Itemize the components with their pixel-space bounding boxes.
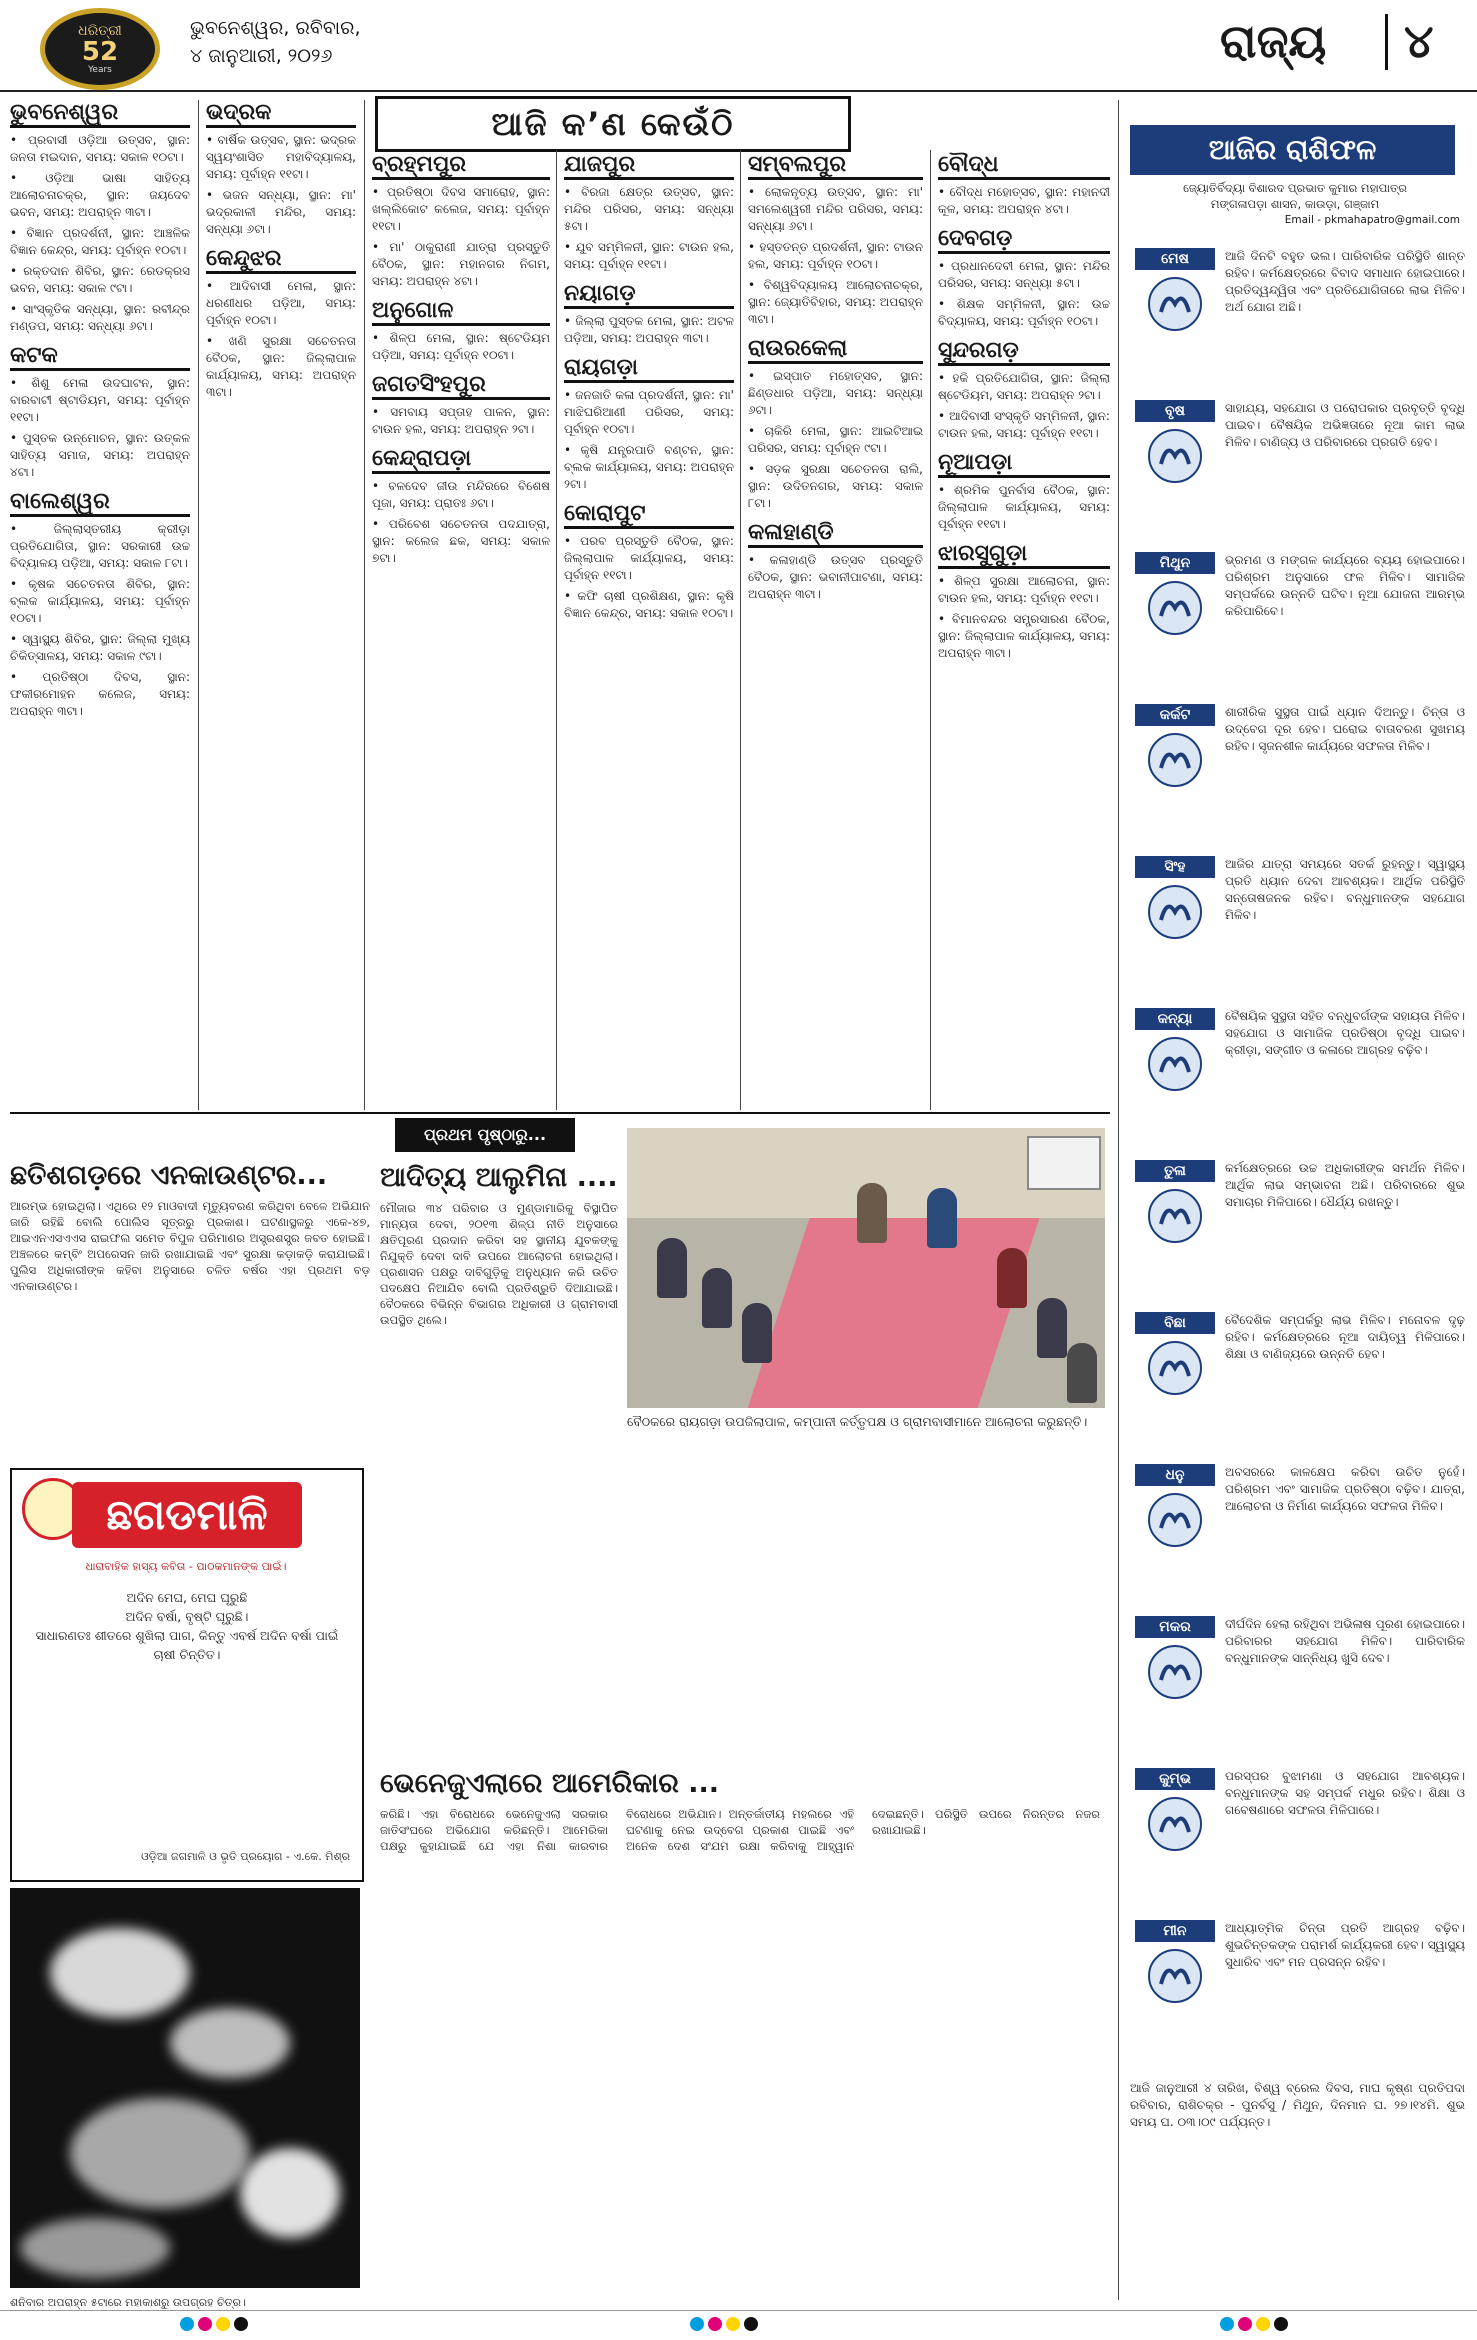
sign-prediction: ଆଜିର ଯାତ୍ରା ସମୟରେ ସତର୍କ ରୁହନ୍ତୁ। ସ୍ୱାସ୍ଥ୍ୟ ପ୍ରତି ଧ୍ୟାନ ଦେବା ଆବଶ୍ୟକ। ଆର୍ଥିକ ପରିସ୍ଥିତି ସନ୍ତୋଷଜନକ ରହିବ। ବନ୍ଧୁମାନଙ୍କ ସହଯୋଗ ମିଳିବ। — [1225, 857, 1465, 922]
city-heading: କଳାହାଣ୍ଡି — [748, 520, 923, 548]
event-item: • ଚାକିରି ମେଳା, ସ୍ଥାନ: ଆଇଟିଆଇ ପରିସର, ସମୟ: ପୂର୍ବାହ୍ନ ୯ଟା। — [748, 423, 923, 457]
event-item: • ଶ୍ରମିକ ପୁନର୍ବାସ ବୈଠକ, ସ୍ଥାନ: ଜିଲ୍ଲାପାଳ କାର୍ଯ୍ୟାଳୟ, ସମୟ: ପୂର୍ବାହ୍ନ ୧୧ଟା। — [938, 482, 1110, 533]
yellow-mark — [216, 2317, 230, 2331]
event-item: • ବିଜ୍ଞାନ ପ୍ରଦର୍ଶନୀ, ସ୍ଥାନ: ଆଞ୍ଚଳିକ ବିଜ୍ଞାନ କେନ୍ଦ୍ର, ସମୟ: ପୂର୍ବାହ୍ନ ୧୦ଟା। — [10, 225, 190, 259]
event-item: • ଓଡ଼ିଆ ଭାଷା ସାହିତ୍ୟ ଆଲୋଚନାଚକ୍ର, ସ୍ଥାନ: ଜୟଦେବ ଭବନ, ସମୟ: ଅପରାହ୍ନ ୩ଟା। — [10, 170, 190, 221]
dateline — [190, 14, 361, 70]
city-heading: ସମ୍ବଲପୁର — [748, 152, 923, 180]
event-item: • ହକି ପ୍ରତିଯୋଗିତା, ସ୍ଥାନ: ଜିଲ୍ଲା ଷ୍ଟେଡିୟମ, ସମୟ: ଅପରାହ୍ନ ୨ଟା। — [938, 370, 1110, 404]
city-heading: ନୟାଗଡ଼ — [564, 281, 734, 309]
cyan-mark — [180, 2317, 194, 2331]
comic-title: ଛଗଡମାଳି — [72, 1482, 302, 1548]
cloud-shape — [170, 2008, 290, 2078]
horoscope-title: ଆଜିର ରାଶିଫଳ — [1130, 125, 1455, 175]
logo-number: 52 — [81, 37, 119, 67]
sign-name: ଧନୁ — [1135, 1464, 1215, 1486]
event-item: • ରକ୍ତଦାନ ଶିବିର, ସ୍ଥାନ: ରେଡକ୍ରସ ଭବନ, ସମୟ: ସକାଳ ୯ଟା। — [10, 263, 190, 297]
satellite-caption: ଶନିବାର ଅପରାହ୍ନ ୫ଟାରେ ମହାକାଶରୁ ଉପଗ୍ରହ ଚିତ୍ର। — [10, 2296, 246, 2309]
cloud-shape — [50, 1928, 190, 2018]
event-item: • କଳାହାଣ୍ଡି ଉତ୍ସବ ପ୍ରସ୍ତୁତି ବୈଠକ, ସ୍ଥାନ: ଭବାନୀପାଟଣା, ସମୟ: ଅପରାହ୍ନ ୩ଟା। — [748, 552, 923, 603]
masthead — [0, 0, 1477, 92]
event-item: • ପରବ ପ୍ରସ୍ତୁତି ବୈଠକ, ସ୍ଥାନ: ଜିଲ୍ଲାପାଳ କାର୍ଯ୍ୟାଳୟ, ସମୟ: ପୂର୍ବାହ୍ନ ୧୧ଟା। — [564, 533, 734, 584]
magenta-mark — [1238, 2317, 1252, 2331]
event-item: • ଇସ୍ପାତ ମହୋତ୍ସବ, ସ୍ଥାନ: ଛିଣ୍ଡଧାର ପଡ଼ିଆ, ସମୟ: ସନ୍ଧ୍ୟା ୬ଟା। — [748, 368, 923, 419]
today-banner: ଆଜି କ’ଣ କେଉଁଠି — [375, 96, 851, 152]
sign-name: ମିଥୁନ — [1135, 552, 1215, 574]
photo-person — [742, 1303, 772, 1363]
city-heading: ନୂଆପଡ଼ା — [938, 450, 1110, 478]
event-item: • ବୌଦ୍ଧ ମହୋତ୍ସବ, ସ୍ଥାନ: ମହାନଦୀ କୂଳ, ସମୟ: ଅପରାହ୍ନ ୪ଟା। — [938, 184, 1110, 218]
city-heading: ଭୁବନେଶ୍ୱର — [10, 100, 190, 128]
today-column-5 — [748, 152, 923, 607]
photo-person — [657, 1238, 687, 1298]
event-item: • ଶିଳ୍ପ ମେଳା, ସ୍ଥାନ: ଷ୍ଟେଡିୟମ ପଡ଼ିଆ, ସମୟ: ପୂର୍ବାହ୍ନ ୧୦ଟା। — [372, 330, 550, 364]
sign-name: ମେଷ — [1135, 248, 1215, 270]
city-heading: କୋରାପୁଟ — [564, 501, 734, 529]
photo-table — [745, 1218, 1040, 1408]
section-divider — [10, 1112, 1110, 1114]
event-item: • ପ୍ରତିଷ୍ଠା ଦିବସ ସମାରୋହ, ସ୍ଥାନ: ଖଲ୍ଲିକୋଟ କଲେଜ, ସମୟ: ପୂର୍ବାହ୍ନ ୧୧ଟା। — [372, 184, 550, 235]
event-item: • ଲୋକନୃତ୍ୟ ଉତ୍ସବ, ସ୍ଥାନ: ମା' ସମଲେଶ୍ୱରୀ ମନ୍ଦିର ପରିସର, ସମୟ: ସନ୍ଧ୍ୟା ୬ଟା। — [748, 184, 923, 235]
astrologer-name: ଜ୍ୟୋତିର୍ବିଦ୍ୟା ବିଶାରଦ ପ୍ରଭାତ କୁମାର ମହାପାତ୍ର — [1183, 181, 1407, 195]
event-item: • ସଡ଼କ ସୁରକ୍ଷା ସଚେତନତା ରାଲି, ସ୍ଥାନ: ଉଦିତନଗର, ସମୟ: ସକାଳ ୮ଟା। — [748, 461, 923, 512]
sign-prediction: ଅବସରରେ କାଳକ୍ଷେପ କରିବା ଉଚିତ ନୁହେଁ। ପରିଶ୍ରମ ଏବଂ ସାମାଜିକ ପ୍ରତିଷ୍ଠା ବଢ଼ିବ। ଯାତ୍ରା, ଆଲୋଚନା ଓ ନିର୍ମାଣ କାର୍ଯ୍ୟରେ ସଫଳତା ମିଳିବ। — [1225, 1465, 1465, 1513]
sign-prediction: କର୍ମକ୍ଷେତ୍ରରେ ଉଚ୍ଚ ଅଧିକାରୀଙ୍କ ସମର୍ଥନ ମିଳିବ। ଆର୍ଥିକ ଲାଭ ସମ୍ଭାବନା ଅଛି। ପରିବାରରେ ଶୁଭ ସମାଚାର ମିଳିପାରେ। ଧୈର୍ଯ୍ୟ ରଖନ୍ତୁ। — [1225, 1161, 1465, 1209]
astrologer-address: ମଙ୍ଗଳାପଡ଼ା ଶାସନ, କାଉଡ଼ା, ଗଞ୍ଜାମ — [1210, 197, 1380, 211]
taurus-icon — [1147, 428, 1203, 484]
event-item: • କୃଷକ ସଚେତନତା ଶିବିର, ସ୍ଥାନ: ବ୍ଲକ କାର୍ଯ୍ୟାଳୟ, ସମୟ: ପୂର୍ବାହ୍ନ ୧୦ଟା। — [10, 576, 190, 627]
story-title: ଆଦିତ୍ୟ ଆଲୁମିନା .... — [380, 1162, 618, 1193]
story-body: ଆରମ୍ଭ ହୋଇଥିଲା। ଏଥିରେ ୧୨ ମାଓବାଦୀ ମୃତ୍ୟୁବରଣ କରିଥିବା ବେଳେ ଅଭିଯାନ ଜାରି ରହିଛି ବୋଲି ପୋଲିସ ସୂତ୍ରରୁ ପ୍ରକାଶ। ଘଟଣାସ୍ଥଳରୁ ଏକେ-୪୭, ଆଇଏନଏସଏଏସ ରାଇଫଲ ସମେତ ବିପୁଳ ପରିମାଣର ଅସ୍ତ୍ରଶସ୍ତ୍ର ଜବତ ହୋଇଛି। ଅଞ୍ଚଳରେ କମ୍ବିଂ ଅପରେସନ ଜାରି ରଖାଯାଇଛି ଏବଂ ସୁରକ୍ଷା କଡ଼ାକଡ଼ି କରାଯାଇଛି। ପୁଲିସ ଅଧିକାରୀଙ୍କ କହିବା ଅନୁସାରେ ଚଳିତ ବର୍ଷର ଏହା ପ୍ରଥମ ବଡ଼ ଏନକାଉଣ୍ଟର। — [10, 1199, 370, 1293]
sign-prediction: ସାହାଯ୍ୟ, ସହଯୋଗ ଓ ପରୋପକାର ପ୍ରବୃତ୍ତି ବୃଦ୍ଧି ପାଇବ। ବୈଷୟିକ ଅଭିଜ୍ଞତାରେ ନୂଆ କାମ ଲାଭ ମିଳିବ। ବାଣିଜ୍ୟ ଓ ପରିବାରରେ ପ୍ରଗତି ହେବ। — [1225, 401, 1465, 449]
sign-name: ସିଂହ — [1135, 856, 1215, 878]
event-item: • ସମବାୟ ସପ୍ତାହ ପାଳନ, ସ୍ଥାନ: ଟାଉନ ହଲ, ସମୟ: ଅପରାହ୍ନ ୨ଟା। — [372, 404, 550, 438]
event-item: • ବାର୍ଷିକ ଉତ୍ସବ, ସ୍ଥାନ: ଭଦ୍ରକ ସ୍ୱୟଂଶାସିତ ମହାବିଦ୍ୟାଳୟ, ସମୟ: ପୂର୍ବାହ୍ନ ୧୧ଟା। — [206, 132, 356, 183]
photo-person — [1067, 1343, 1097, 1403]
event-item: • ଶିଶୁ ମେଳା ଉଦଘାଟନ, ସ୍ଥାନ: ବାରବାଟୀ ଷ୍ଟାଡିୟମ, ସମୟ: ପୂର୍ବାହ୍ନ ୧୧ଟା। — [10, 375, 190, 426]
sign-name: ମକର — [1135, 1616, 1215, 1638]
magenta-mark — [198, 2317, 212, 2331]
cancer-icon — [1147, 732, 1203, 788]
sign-prediction: ବୈଷୟିକ ସୁସ୍ଥତା ସହିତ ବନ୍ଧୁବର୍ଗଙ୍କ ସହାୟତା ମିଳିବ। ସହଯୋଗ ଓ ସାମାଜିକ ପ୍ରତିଷ୍ଠା ବୃଦ୍ଧି ପାଇବ। କ୍ରୀଡ଼ା, ସଙ୍ଗୀତ ଓ କଳାରେ ଆଗ୍ରହ ବଢ଼ିବ। — [1225, 1009, 1465, 1057]
event-item: • ଯୁବ ସମ୍ମିଳନୀ, ସ୍ଥାନ: ଟାଉନ ହଲ, ସମୟ: ପୂର୍ବାହ୍ନ ୧୧ଟା। — [564, 239, 734, 273]
comic-credit: ଓଡ଼ିଆ ଜଗମାଳି ଓ ଭୃତି ପ୍ରୟୋଗ - ଏ.କେ. ମିଶ୍ର — [141, 1850, 350, 1863]
event-item: • ଆଦିବାସୀ ମେଳା, ସ୍ଥାନ: ଧରଣୀଧର ପଡ଼ିଆ, ସମୟ: ପୂର୍ବାହ୍ନ ୧୦ଟା। — [206, 278, 356, 329]
story-body: ମୌଜାର ୩୪ ପରିବାର ଓ ମୁଣ୍ଡାମାରିକୁ ବିସ୍ଥାପିତ ମାନ୍ୟତା ଦେବା, ୨୦୧୩ ଶିଳ୍ପ ନୀତି ଅନୁସାରେ କ୍ଷତିପୂରଣ ପ୍ରଦାନ କରିବା ସହ ସ୍ଥାନୀୟ ଯୁବକଙ୍କୁ ନିଯୁକ୍ତି ଦେବା ଦାବି ଉପରେ ଆଲୋଚନା ହୋଇଥିଲା। ପ୍ରଶାସନ ପକ୍ଷରୁ ଦାବିଗୁଡ଼ିକୁ ଅନୁଧ୍ୟାନ କରି ଉଚିତ ପଦକ୍ଷେପ ନିଆଯିବ ବୋଲି ପ୍ରତିଶ୍ରୁତି ଦିଆଯାଇଛି। ବୈଠକରେ ବିଭିନ୍ନ ବିଭାଗର ଅଧିକାରୀ ଓ ଗ୍ରାମବାସୀ ଉପସ୍ଥିତ ଥିଲେ। — [380, 1201, 618, 1327]
event-item: • ପରିବେଶ ସଚେତନତା ପଦଯାତ୍ରା, ସ୍ଥାନ: କଲେଜ ଛକ, ସମୟ: ସକାଳ ୭ଟା। — [372, 516, 550, 567]
astrologer-email: Email - pkmahapatro@gmail.com — [1284, 214, 1460, 226]
today-column-6 — [938, 152, 1110, 666]
comic-verse: ଅଦିନ ମେଘ, ମେଘ ଘୂରୁଛି ଅଦିନ ବର୍ଷା, ବୃଷ୍ଟି ଘୂରୁଛି। ସାଧାରଣତଃ ଶୀତରେ ଶୁଖିଲା ପାଗ, କିନ୍ତୁ ଏବର୍ଷ ଅଦିନ ବର୍ଷା ପାଇଁ ଚାଷୀ ଚିନ୍ତିତ। — [35, 1590, 339, 1662]
event-item: • କଫି ଚାଷୀ ପ୍ରଶିକ୍ଷଣ, ସ୍ଥାନ: କୃଷି ବିଜ୍ଞାନ କେନ୍ଦ୍ର, ସମୟ: ସକାଳ ୧୦ଟା। — [564, 588, 734, 622]
event-item: • ଜନଜାତି କଳା ପ୍ରଦର୍ଶନୀ, ସ୍ଥାନ: ମା' ମାଝିଘରିଆଣୀ ପରିସର, ସମୟ: ପୂର୍ବାହ୍ନ ୧୦ଟା। — [564, 387, 734, 438]
story-title: ଭେନେଜୁଏଲାରେ ଆମେରିକାର ... — [380, 1768, 719, 1799]
cloud-shape — [240, 2148, 340, 2238]
event-item: • ଭଜନ ସନ୍ଧ୍ୟା, ସ୍ଥାନ: ମା' ଭଦ୍ରକାଳୀ ମନ୍ଦିର, ସମୟ: ସନ୍ଧ୍ୟା ୬ଟା। — [206, 187, 356, 238]
sign-name: କନ୍ୟା — [1135, 1008, 1215, 1030]
event-item: • ସ୍ୱାସ୍ଥ୍ୟ ଶିବିର, ସ୍ଥାନ: ଜିଲ୍ଲା ମୁଖ୍ୟ ଚିକିତ୍ସାଳୟ, ସମୟ: ସକାଳ ୯ଟା। — [10, 631, 190, 665]
virgo-icon — [1147, 1036, 1203, 1092]
event-item: • ପ୍ରବାସୀ ଓଡ଼ିଆ ଉତ୍ସବ, ସ୍ଥାନ: ଜନତା ମଇଦାନ, ସମୟ: ସକାଳ ୧୦ଟା। — [10, 132, 190, 166]
column-rule — [364, 100, 365, 1110]
event-item: • ଖଣି ସୁରକ୍ଷା ସଚେତନତା ବୈଠକ, ସ୍ଥାନ: ଜିଲ୍ଲାପାଳ କାର୍ଯ୍ୟାଳୟ, ସମୟ: ଅପରାହ୍ନ ୩ଟା। — [206, 333, 356, 401]
event-item: • ବିମାନବନ୍ଦର ସମ୍ପ୍ରସାରଣ ବୈଠକ, ସ୍ଥାନ: ଜିଲ୍ଲାପାଳ କାର୍ଯ୍ୟାଳୟ, ସମୟ: ଅପରାହ୍ନ ୩ଟା। — [938, 611, 1110, 662]
event-item: • ବଳଦେବ ଜୀଉ ମନ୍ଦିରରେ ବିଶେଷ ପୂଜା, ସମୟ: ପ୍ରାତଃ ୬ଟା। — [372, 478, 550, 512]
comic-intro: ଧାରାବାହିକ ହାସ୍ୟ କବିତା - ପାଠକମାନଙ୍କ ପାଇଁ। — [85, 1560, 287, 1573]
horoscope-sign — [1135, 1008, 1215, 1098]
event-item: • ଜିଲ୍ଲାସ୍ତରୀୟ କ୍ରୀଡ଼ା ପ୍ରତିଯୋଗିତା, ସ୍ଥାନ: ସରକାରୀ ଉଚ୍ଚ ବିଦ୍ୟାଳୟ ପଡ଼ିଆ, ସମୟ: ସକାଳ ୮ଟା। — [10, 521, 190, 572]
horoscope-sign — [1135, 1464, 1215, 1554]
city-heading: ବୌଦ୍ଧ — [938, 152, 1110, 180]
yellow-mark — [726, 2317, 740, 2331]
photo-person — [997, 1248, 1027, 1308]
capricorn-icon — [1147, 1644, 1203, 1700]
column-rule — [930, 150, 931, 1110]
column-rule — [1118, 100, 1119, 2300]
column-rule — [556, 150, 557, 1110]
leo-icon — [1147, 884, 1203, 940]
sign-name: ମୀନ — [1135, 1920, 1215, 1942]
city-heading: ଯାଜପୁର — [564, 152, 734, 180]
scorpio-icon — [1147, 1340, 1203, 1396]
logo-brand: ଧରିତ୍ରୀ — [78, 23, 122, 39]
sign-name: ବିଛା — [1135, 1312, 1215, 1334]
black-mark — [744, 2317, 758, 2331]
story-body: କରିଛି। ଏହା ବିରୋଧରେ ଭେନେଜୁଏଲା ସରକାର ଜାତିସଂଘରେ ଅଭିଯୋଗ କରିଛନ୍ତି। ଆମେରିକା ପକ୍ଷରୁ କୁହାଯାଇଛି ଯେ ଏହା ନିଶା କାରବାର ବିରୋଧରେ ଅଭିଯାନ। ଅନ୍ତର୍ଜାତୀୟ ମହଲରେ ଏହି ଘଟଣାକୁ ନେଇ ଉଦ୍ବେଗ ପ୍ରକାଶ ପାଇଛି ଏବଂ ଅନେକ ଦେଶ ସଂଯମ ରକ୍ଷା କରିବାକୁ ଆହ୍ୱାନ ଦେଇଛନ୍ତି। ପରିସ୍ଥିତି ଉପରେ ନିରନ୍ତର ନଜର ରଖାଯାଇଛି। — [380, 1807, 1100, 1853]
event-item: • ଜିଲ୍ଲା ପୁସ୍ତକ ମେଳା, ସ୍ଥାନ: ଅଟଳ ପଡ଼ିଆ, ସମୟ: ଅପରାହ୍ନ ୩ଟା। — [564, 313, 734, 347]
event-item: • ଶିକ୍ଷକ ସମ୍ମିଳନୀ, ସ୍ଥାନ: ଉଚ୍ଚ ବିଦ୍ୟାଳୟ, ସମୟ: ପୂର୍ବାହ୍ନ ୧୦ଟା। — [938, 296, 1110, 330]
story-title: ଛତିଶଗଡ଼ରେ ଏନକାଉଣ୍ଟର... — [10, 1160, 328, 1191]
today-column-4 — [564, 152, 734, 626]
magenta-mark — [708, 2317, 722, 2331]
event-item: • ପ୍ରଧାନଦେବୀ ମେଳା, ସ୍ଥାନ: ମନ୍ଦିର ପରିସର, ସମୟ: ସନ୍ଧ୍ୟା ୫ଟା। — [938, 258, 1110, 292]
libra-icon — [1147, 1188, 1203, 1244]
city-heading: ଦେବଗଡ଼ — [938, 226, 1110, 254]
city-heading: ବାଲେଶ୍ୱର — [10, 489, 190, 517]
date-line-1: ଭୁବନେଶ୍ୱର, ରବିବାର, — [190, 17, 361, 39]
comic-box — [10, 1468, 364, 1882]
sign-prediction: ଆଜି ଦିନଟି ବହୁତ ଭଲ। ପାରିବାରିକ ପରିସ୍ଥିତି ଶାନ୍ତ ରହିବ। କର୍ମକ୍ଷେତ୍ରରେ ବିବାଦ ସମାଧାନ ହୋଇପାରେ। ପ୍ରତିଦ୍ୱନ୍ଦ୍ୱିତା ଏବଂ ପ୍ରତିଯୋଗିତାରେ ଲାଭ ମିଳିବ। ଅର୍ଥ ଯୋଗ ଅଛି। — [1225, 249, 1465, 314]
city-heading: ରାଉରକେଲା — [748, 336, 923, 364]
event-item: • କୃଷି ଯନ୍ତ୍ରପାତି ବଣ୍ଟନ, ସ୍ଥାନ: ବ୍ଲକ କାର୍ଯ୍ୟାଳୟ, ସମୟ: ଅପରାହ୍ନ ୨ଟା। — [564, 442, 734, 493]
gemini-icon — [1147, 580, 1203, 636]
event-item: • ଆଦିବାସୀ ସଂସ୍କୃତି ସମ୍ମିଳନୀ, ସ୍ଥାନ: ଟାଉନ ହଲ, ସମୟ: ପୂର୍ବାହ୍ନ ୧୧ଟା। — [938, 408, 1110, 442]
event-item: • ମା' ଠାକୁରାଣୀ ଯାତ୍ରା ପ୍ରସ୍ତୁତି ବୈଠକ, ସ୍ଥାନ: ମହାନଗର ନିଗମ, ସମୟ: ଅପରାହ୍ନ ୪ଟା। — [372, 239, 550, 290]
event-item: • ହସ୍ତତନ୍ତ ପ୍ରଦର୍ଶନୀ, ସ୍ଥାନ: ଟାଉନ ହଲ, ସମୟ: ପୂର୍ବାହ୍ନ ୧୦ଟା। — [748, 239, 923, 273]
event-item: • ଶିଳ୍ପ ସୁରକ୍ଷା ଆଲୋଚନା, ସ୍ଥାନ: ଟାଉନ ହଲ, ସମୟ: ପୂର୍ବାହ୍ନ ୧୧ଟା। — [938, 573, 1110, 607]
city-heading: ଜଗତସିଂହପୁର — [372, 372, 550, 400]
photo-board — [1027, 1136, 1101, 1190]
event-item: • ପ୍ରତିଷ୍ଠା ଦିବସ, ସ୍ଥାନ: ଫକୀରମୋହନ କଲେଜ, ସମୟ: ଅପରାହ୍ନ ୩ଟା। — [10, 669, 190, 720]
horoscope-sign — [1135, 856, 1215, 946]
city-heading: ସୁନ୍ଦରଗଡ଼ — [938, 338, 1110, 366]
horoscope-sign — [1135, 248, 1215, 338]
logo-years: Years — [88, 65, 112, 75]
meeting-photo — [627, 1128, 1105, 1408]
sign-prediction: ଆଧ୍ୟାତ୍ମିକ ଚିନ୍ତା ପ୍ରତି ଆଗ୍ରହ ବଢ଼ିବ। ଶୁଭଚିନ୍ତକଙ୍କ ପରାମର୍ଶ କାର୍ଯ୍ୟକରୀ ହେବ। ସ୍ୱାସ୍ଥ୍ୟ ସୁଧାରିବ ଏବଂ ମନ ପ୍ରସନ୍ନ ରହିବ। — [1225, 1921, 1465, 1969]
horoscope-sign — [1135, 1920, 1215, 2010]
page-number: ୪ — [1385, 14, 1434, 70]
horoscope-sign — [1135, 552, 1215, 642]
from-first-page-tab: ପ୍ରଥମ ପୃଷ୍ଠାରୁ... — [395, 1118, 575, 1152]
panjika-text: ଆଜି ଜାନୁଆରୀ ୪ ତାରିଖ, ବିଶ୍ୱ ବ୍ରେଲ ଦିବସ, ମାଘ କୃଷ୍ଣ ପ୍ରତିପଦା ରବିବାର, ରାଶିଚକ୍ର - ପୁନର୍ବସୁ / ମିଥୁନ, ଦିନମାନ ଘ. ୨୭।୧୪ମି. ଶୁଭ ସମୟ ଘ. ୦୩।୦୯ ପର୍ଯ୍ୟନ୍ତ। — [1130, 2081, 1465, 2129]
photo-person — [1037, 1298, 1067, 1358]
event-item: • ବିରଜା କ୍ଷେତ୍ର ଉତ୍ସବ, ସ୍ଥାନ: ମନ୍ଦିର ପରିସର, ସମୟ: ସନ୍ଧ୍ୟା ୫ଟା। — [564, 184, 734, 235]
photo-person — [702, 1268, 732, 1328]
event-item: • ସାଂସ୍କୃତିକ ସନ୍ଧ୍ୟା, ସ୍ଥାନ: ରବୀନ୍ଦ୍ର ମଣ୍ଡପ, ସମୟ: ସନ୍ଧ୍ୟା ୬ଟା। — [10, 301, 190, 335]
horoscope-sign — [1135, 704, 1215, 794]
city-heading: ବ୍ରହ୍ମପୁର — [372, 152, 550, 180]
black-mark — [1274, 2317, 1288, 2331]
city-heading: ରାୟଗଡ଼ା — [564, 355, 734, 383]
city-heading: କେନ୍ଦ୍ରାପଡ଼ା — [372, 446, 550, 474]
horoscope-sign — [1135, 1160, 1215, 1250]
date-line-2: ୪ ଜାନୁଆରୀ, ୨୦୨୬ — [190, 45, 333, 67]
event-item: • ବିଶ୍ୱବିଦ୍ୟାଳୟ ଆଲୋଚନାଚକ୍ର, ସ୍ଥାନ: ଜ୍ୟୋତିବିହାର, ସମୟ: ଅପରାହ୍ନ ୩ଟା। — [748, 277, 923, 328]
sign-prediction: ପରସ୍ପର ବୁଝାମଣା ଓ ସହଯୋଗ ଆବଶ୍ୟକ। ବନ୍ଧୁମାନଙ୍କ ସହ ସମ୍ପର୍କ ମଧୁର ରହିବ। ଶିକ୍ଷା ଓ ଗବେଷଣାରେ ସଫଳତା ମିଳିପାରେ। — [1225, 1769, 1465, 1817]
yellow-mark — [1256, 2317, 1270, 2331]
cloud-shape — [70, 2098, 250, 2208]
sign-name: ବୃଷ — [1135, 400, 1215, 422]
city-heading: ଭଦ୍ରକ — [206, 100, 356, 128]
sign-name: କୁମ୍ଭ — [1135, 1768, 1215, 1790]
cyan-mark — [690, 2317, 704, 2331]
city-heading: ଅନୁଗୋଳ — [372, 298, 550, 326]
horoscope-sign — [1135, 1768, 1215, 1858]
astrologer-credit — [1130, 180, 1460, 228]
aries-icon — [1147, 276, 1203, 332]
sagittarius-icon — [1147, 1492, 1203, 1548]
photo-person — [857, 1183, 887, 1243]
sign-name: କର୍କଟ — [1135, 704, 1215, 726]
pisces-icon — [1147, 1948, 1203, 2004]
newspaper-logo — [40, 8, 160, 90]
horoscope-sign — [1135, 1312, 1215, 1402]
city-heading: କେନ୍ଦୁଝର — [206, 246, 356, 274]
today-column-1 — [10, 100, 190, 724]
sign-prediction: ବୈଦେଶିକ ସମ୍ପର୍କରୁ ଲାଭ ମିଳିବ। ମନୋବଳ ଦୃଢ଼ ରହିବ। କର୍ମକ୍ଷେତ୍ରରେ ନୂଆ ଦାୟିତ୍ୱ ମିଳିପାରେ। ଶିକ୍ଷା ଓ ବାଣିଜ୍ୟରେ ଉନ୍ନତି ହେବ। — [1225, 1313, 1465, 1361]
photo-person — [927, 1188, 957, 1248]
sign-prediction: ଶାରୀରିକ ସୁସ୍ଥତା ପାଇଁ ଧ୍ୟାନ ଦିଅନ୍ତୁ। ଚିନ୍ତା ଓ ଉଦ୍ବେଗ ଦୂର ହେବ। ଘରୋଇ ବାତାବରଣ ସୁଖମୟ ରହିବ। ସୃଜନଶୀଳ କାର୍ଯ୍ୟରେ ସଫଳତା ମିଳିବ। — [1225, 705, 1465, 753]
black-mark — [234, 2317, 248, 2331]
print-footer — [0, 2310, 1477, 2340]
sign-name: ତୁଳା — [1135, 1160, 1215, 1182]
horoscope-sign — [1135, 1616, 1215, 1706]
cloud-shape — [20, 2218, 170, 2278]
event-item: • ପୁସ୍ତକ ଉନ୍ମୋଚନ, ସ୍ଥାନ: ଉତ୍କଳ ସାହିତ୍ୟ ସମାଜ, ସମୟ: ଅପରାହ୍ନ ୪ଟା। — [10, 430, 190, 481]
column-rule — [740, 150, 741, 1110]
today-column-3 — [372, 152, 550, 571]
cyan-mark — [1220, 2317, 1234, 2331]
photo-caption: ବୈଠକରେ ରାୟଗଡ଼ା ଉପଜିଲାପାଳ, କମ୍ପାନୀ କର୍ତ୍ତୃପକ୍ଷ ଓ ଗ୍ରାମବାସୀମାନେ ଆଲୋଚନା କରୁଛନ୍ତି। — [627, 1414, 1088, 1429]
column-rule — [198, 100, 199, 1110]
today-column-2 — [206, 100, 356, 405]
sign-prediction: ଭ୍ରମଣ ଓ ମଙ୍ଗଳ କାର୍ଯ୍ୟରେ ବ୍ୟୟ ହୋଇପାରେ। ପରିଶ୍ରମ ଅନୁସାରେ ଫଳ ମିଳିବ। ସାମାଜିକ ସମ୍ପର୍କରେ ଉନ୍ନତି ଘଟିବ। ନୂଆ ଯୋଜନା ଆରମ୍ଭ କରିପାରିବେ। — [1225, 553, 1465, 618]
horoscope-sign — [1135, 400, 1215, 490]
city-heading: କଟକ — [10, 343, 190, 371]
section-title: ରାଜ୍ୟ — [1220, 14, 1327, 68]
sign-prediction: ଦୀର୍ଘଦିନ ହେଲା ରହିଥିବା ଅଭିଳାଷ ପୂରଣ ହୋଇପାରେ। ପରିବାରର ସହଯୋଗ ମିଳିବ। ପାରିବାରିକ ବନ୍ଧୁମାନଙ୍କ ସାନ୍ନିଧ୍ୟ ଖୁସି ଦେବ। — [1225, 1617, 1465, 1665]
aquarius-icon — [1147, 1796, 1203, 1852]
satellite-image — [10, 1888, 360, 2288]
city-heading: ଝାରସୁଗୁଡ଼ା — [938, 541, 1110, 569]
